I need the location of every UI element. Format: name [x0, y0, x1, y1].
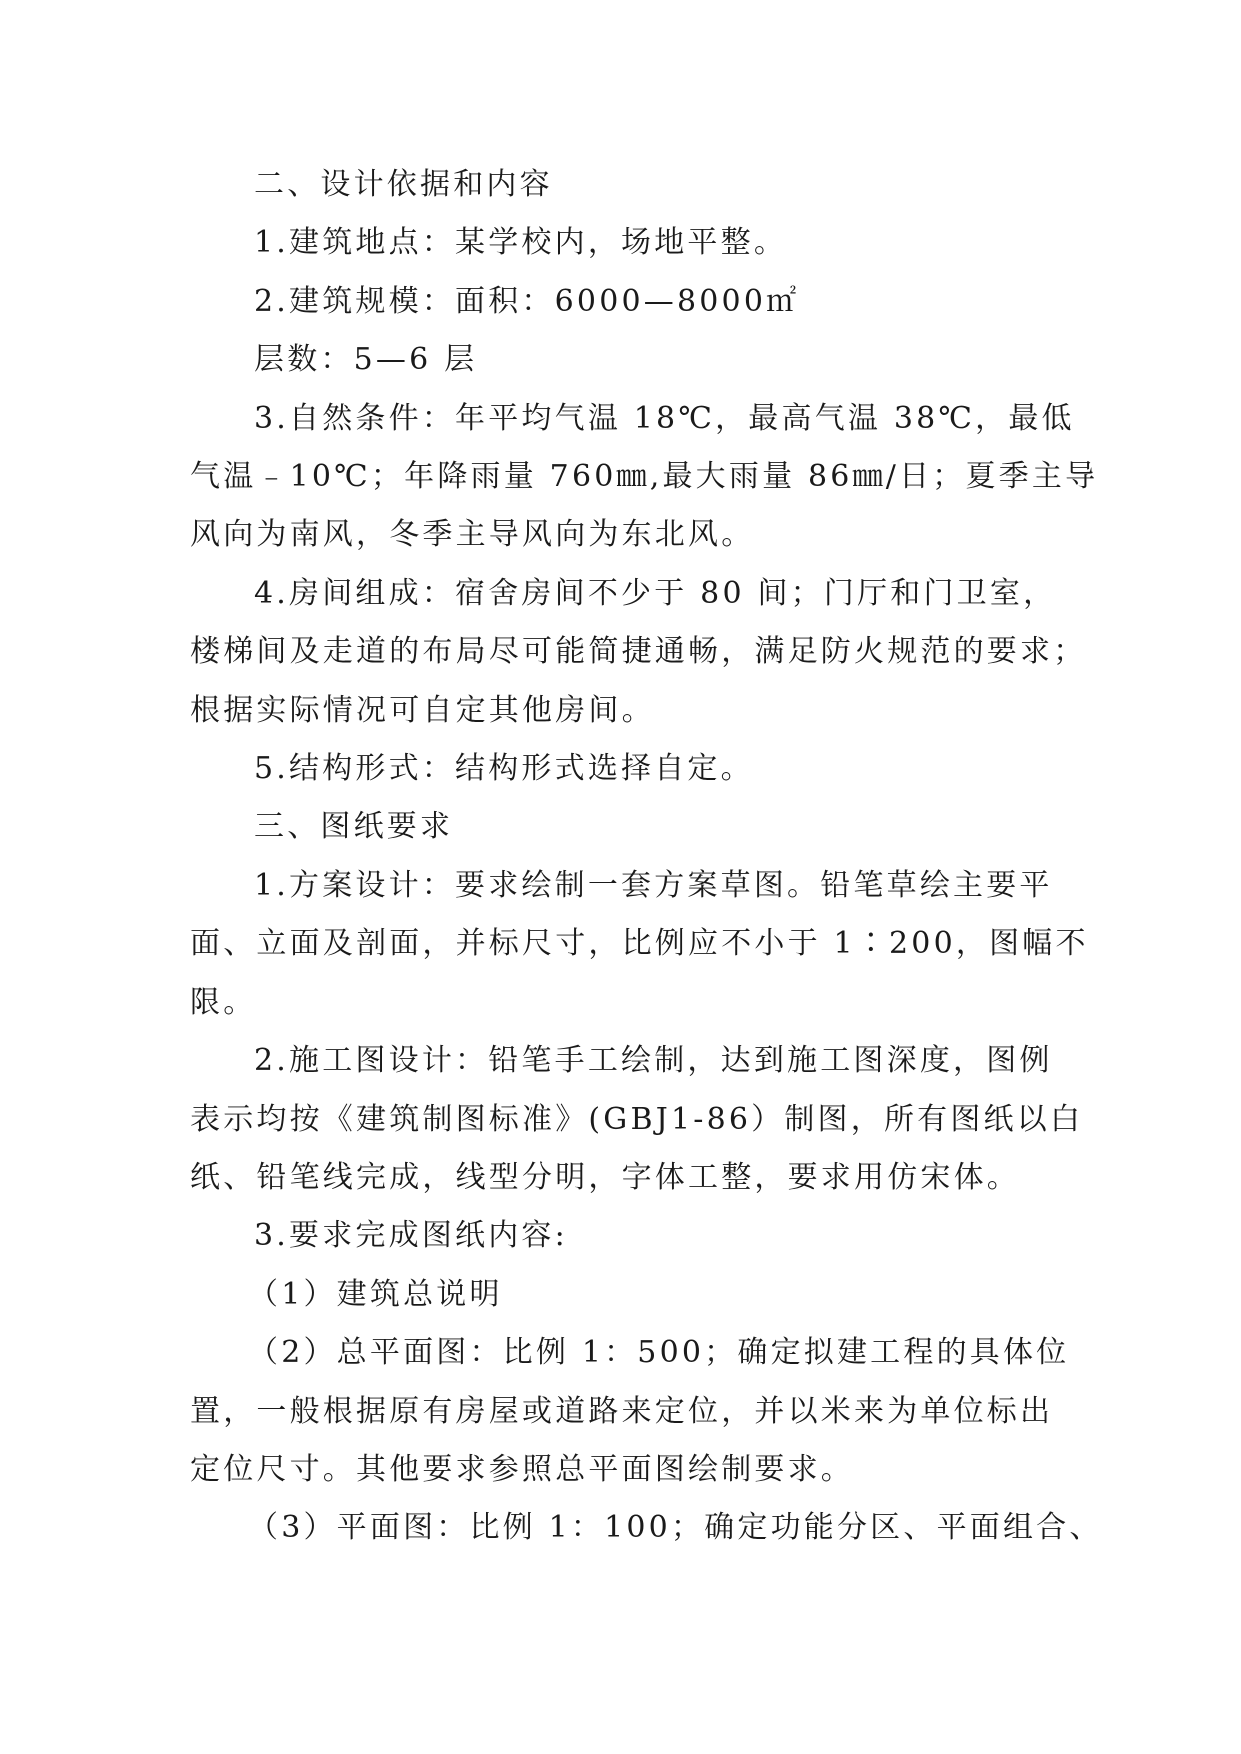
text-line-item-4-l2: 楼梯间及走道的布局尽可能简捷通畅，满足防火规范的要求；	[190, 634, 1087, 670]
text-line-item-3-l1: 3.自然条件：年平均气温 18℃，最高气温 38℃，最低	[254, 400, 1075, 436]
document-body	[190, 156, 1103, 1558]
text-line-item-5: 5.结构形式：结构形式选择自定。	[254, 751, 754, 787]
text-line-item-2: 2.建筑规模：面积：6000—8000㎡	[254, 283, 800, 319]
text-line-item-4-l3: 根据实际情况可自定其他房间。	[190, 692, 655, 728]
text-line-req-3-1: （1）建筑总说明	[248, 1276, 503, 1312]
text-line-section-3-heading: 三、图纸要求	[254, 809, 454, 845]
text-line-section-2-heading: 二、设计依据和内容	[254, 167, 553, 202]
text-line-req-2-l3: 纸、铅笔线完成，线型分明，字体工整，要求用仿宋体。	[190, 1159, 1020, 1195]
text-line-item-3-l3: 风向为南风，冬季主导风向为东北风。	[190, 517, 755, 553]
text-line-req-3-2-l2: 置，一般根据原有房屋或道路来定位，并以米来为单位标出	[190, 1393, 1054, 1429]
text-line-req-1-l3: 限。	[190, 984, 257, 1020]
text-line-req-1-l1: 1.方案设计：要求绘制一套方案草图。铅笔草绘主要平	[254, 867, 1053, 903]
text-line-req-1-l2: 面、立面及剖面，并标尺寸，比例应不小于 1∶200，图幅不	[190, 926, 1089, 962]
text-line-item-4-l1: 4.房间组成：宿舍房间不少于 80 间；门厅和门卫室，	[254, 575, 1057, 611]
text-line-req-2-l2: 表示均按《建筑制图标准》(GBJ1-86）制图，所有图纸以白	[190, 1101, 1084, 1137]
text-line-req-3-2-l3: 定位尺寸。其他要求参照总平面图绘制要求。	[190, 1451, 854, 1487]
text-line-req-3-3-l1: （3）平面图：比例 1：100；确定功能分区、平面组合、	[248, 1510, 1103, 1546]
text-line-item-3-l2: 气温﹣10℃；年降雨量 760㎜,最大雨量 86㎜/日；夏季主导	[190, 459, 1099, 495]
text-line-req-3: 3.要求完成图纸内容:	[254, 1218, 568, 1254]
text-line-item-1: 1.建筑地点：某学校内，场地平整。	[254, 225, 788, 261]
text-line-item-2b: 层数：5—6 层	[254, 342, 478, 378]
text-line-req-2-l1: 2.施工图设计：铅笔手工绘制，达到施工图深度，图例	[254, 1043, 1053, 1079]
text-line-req-3-2-l1: （2）总平面图：比例 1：500；确定拟建工程的具体位	[248, 1335, 1070, 1371]
